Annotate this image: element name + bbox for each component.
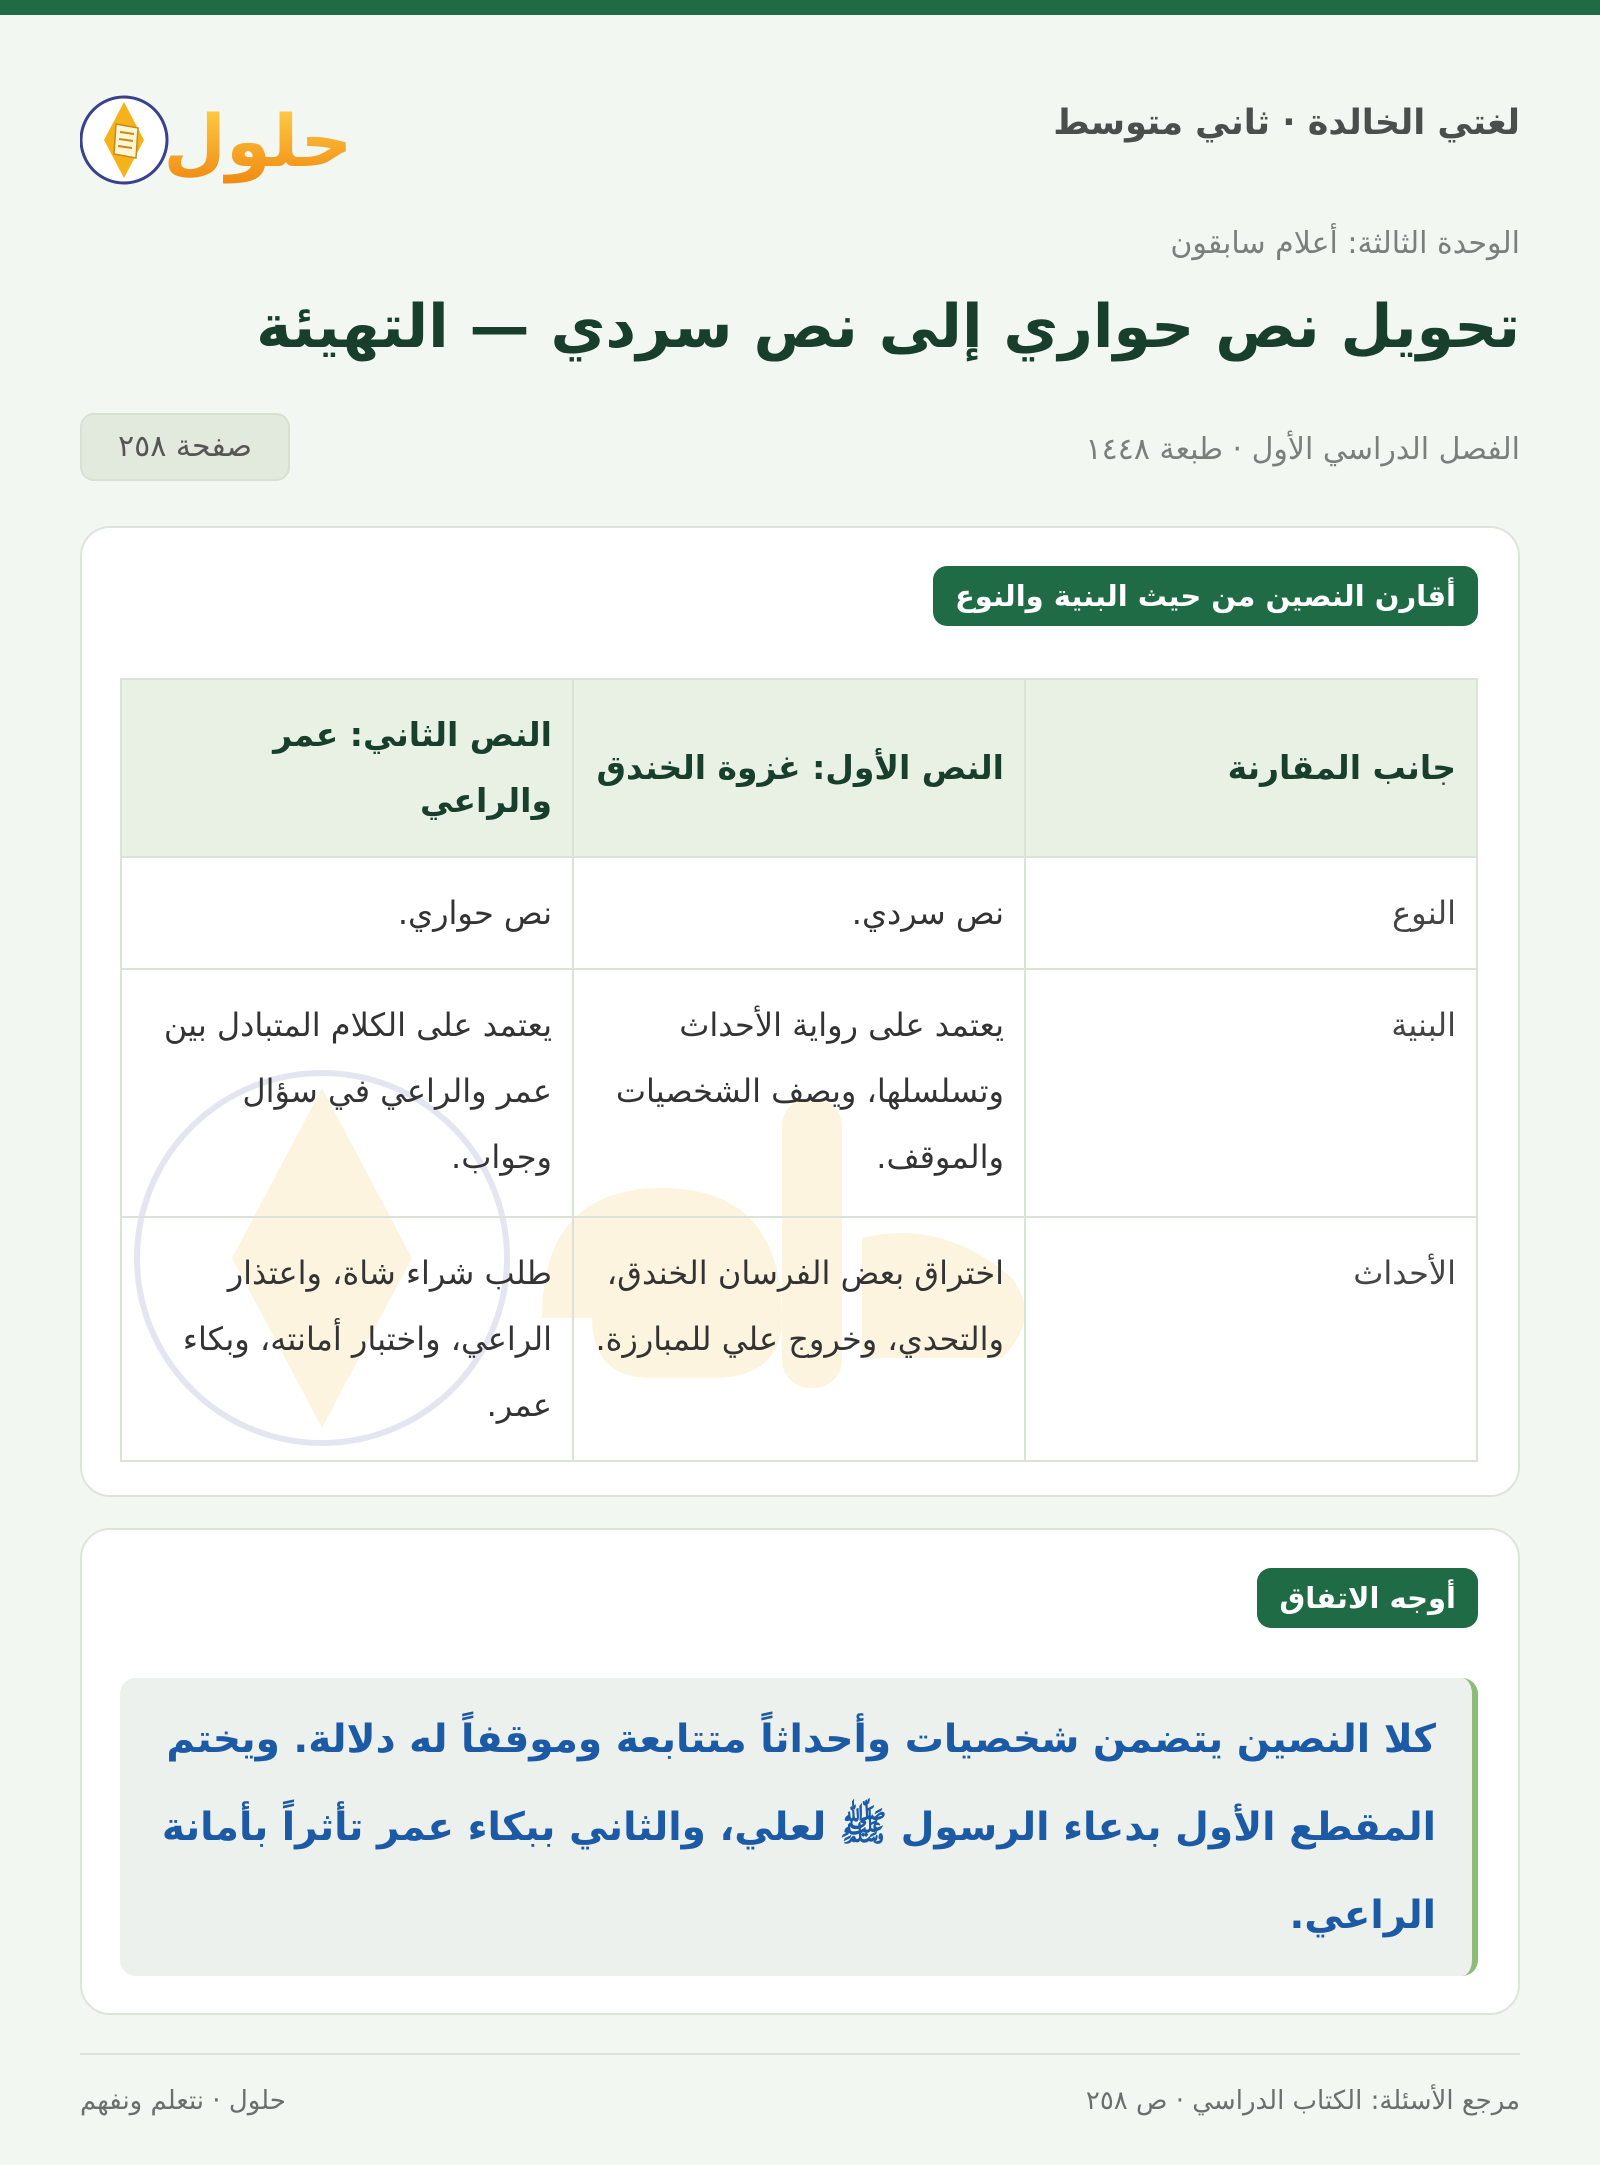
comparison-table <box>120 678 1478 1462</box>
table-row <box>121 969 1477 1217</box>
table-row <box>121 857 1477 969</box>
page-number-badge: صفحة ٢٥٨ <box>80 413 290 481</box>
agreement-heading: أوجه الاتفاق <box>1257 1568 1478 1628</box>
cell-text1-events: اختراق بعض الفرسان الخندق، والتحدي، وخروج علي للمبارزة. <box>573 1217 1025 1461</box>
cell-text2-structure: يعتمد على الكلام المتبادل بين عمر والراعي في سؤال وجواب. <box>121 969 573 1217</box>
logo-wordmark: حلول <box>163 99 353 183</box>
cell-text1-type: نص سردي. <box>573 857 1025 969</box>
row-aspect-type: النوع <box>1025 857 1477 969</box>
page-header <box>80 60 1520 200</box>
row-aspect-events: الأحداث <box>1025 1217 1477 1461</box>
row-aspect-structure: البنية <box>1025 969 1477 1217</box>
column-header-text1: النص الأول: غزوة الخندق <box>573 679 1025 857</box>
footer-source: مرجع الأسئلة: الكتاب الدراسي · ص ٢٥٨ <box>1085 2086 1520 2116</box>
top-accent-bar <box>0 0 1600 15</box>
course-title: لغتي الخالدة · ثاني متوسط <box>1053 103 1520 143</box>
agreement-card <box>80 1528 1520 2015</box>
table-header-row <box>121 679 1477 857</box>
page-title: تحويل نص حواري إلى نص سردي — التهيئة <box>256 292 1520 362</box>
logo-book-icon <box>80 68 360 188</box>
comparison-heading: أقارن النصين من حيث البنية والنوع <box>933 566 1478 626</box>
cell-text2-type: نص حواري. <box>121 857 573 969</box>
unit-label: الوحدة الثالثة: أعلام سابقون <box>1170 226 1520 261</box>
table-row <box>121 1217 1477 1461</box>
cell-text2-events: طلب شراء شاة، واعتذار الراعي، واختبار أمانته، وبكاء عمر. <box>121 1217 573 1461</box>
column-header-text2: النص الثاني: عمر والراعي <box>121 679 573 857</box>
comparison-card <box>80 526 1520 1497</box>
footer-brand: حلول · نتعلم ونفهم <box>80 2086 286 2116</box>
footer-divider <box>80 2053 1520 2055</box>
brand-logo[interactable] <box>80 68 360 188</box>
column-header-aspect: جانب المقارنة <box>1025 679 1477 857</box>
agreement-answer: كلا النصين يتضمن شخصيات وأحداثاً متتابعة وموقفاً له دلالة. ويختم المقطع الأول بدعاء الرسول ﷺ لعلي، والثاني ببكاء عمر تأثراً بأمانة الراعي. <box>120 1678 1478 1976</box>
term-label: الفصل الدراسي الأول · طبعة ١٤٤٨ <box>1085 432 1520 467</box>
cell-text1-structure: يعتمد على رواية الأحداث وتسلسلها، ويصف الشخصيات والموقف. <box>573 969 1025 1217</box>
